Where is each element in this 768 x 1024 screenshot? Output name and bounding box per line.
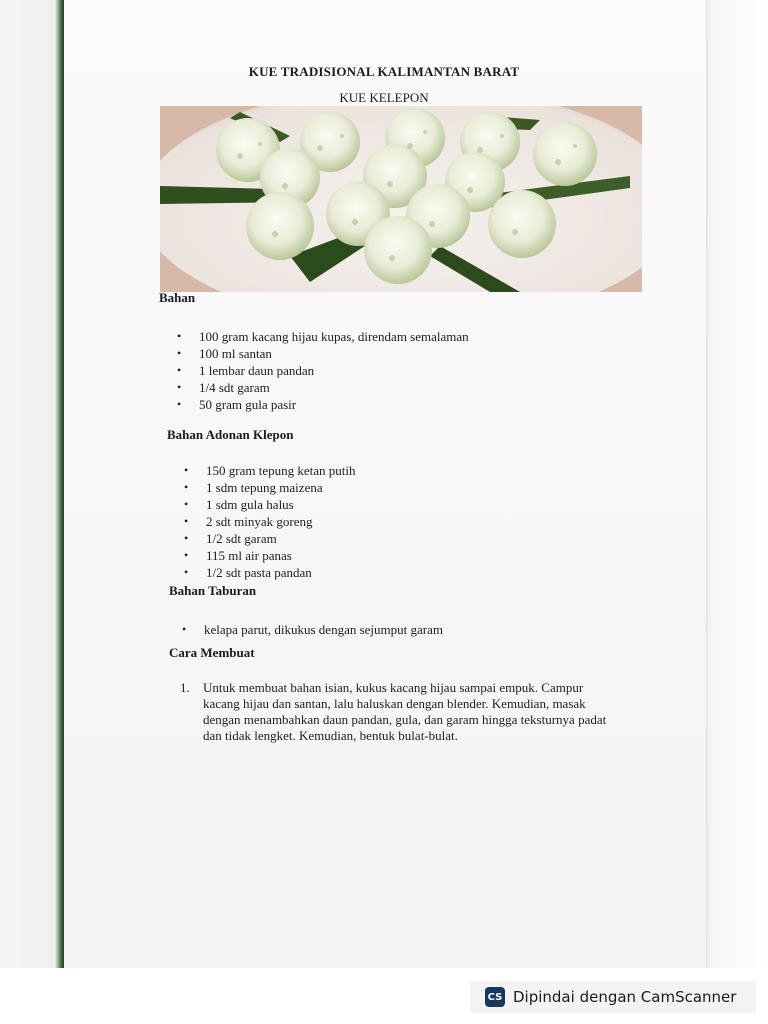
list-item bbox=[180, 621, 443, 638]
klepon-photo-illustration bbox=[160, 106, 642, 292]
section-heading-adonan: Bahan Adonan Klepon bbox=[167, 427, 294, 442]
steps-list bbox=[180, 680, 610, 744]
scan-right-edge bbox=[702, 0, 768, 1024]
bullet-icon: • bbox=[184, 480, 189, 494]
step-text: Untuk membuat bahan isian, kukus kacang hijau sampai empuk. Campur kacang hijau dan santan, lalu haluskan dengan blender. Kemudian, masak dengan menambahkan daun pandan, gula, dan garam hingga teksturnya padat dan tidak lengket. Kemudian, bentuk bulat-bulat. bbox=[203, 680, 607, 743]
list-item bbox=[182, 564, 355, 581]
list-item bbox=[175, 345, 469, 362]
camscanner-watermark bbox=[470, 981, 756, 1013]
list-item bbox=[182, 496, 355, 513]
bullet-icon: • bbox=[184, 531, 189, 545]
list-item bbox=[175, 379, 469, 396]
ingredient-text: 1/2 sdt garam bbox=[206, 531, 277, 546]
ingredient-text: 50 gram gula pasir bbox=[199, 397, 297, 412]
list-item bbox=[175, 362, 469, 379]
adonan-list bbox=[182, 462, 355, 581]
bahan-list bbox=[175, 328, 469, 413]
step-number: 1. bbox=[180, 680, 190, 695]
bullet-icon: • bbox=[182, 622, 187, 636]
ingredient-text: 2 sdt minyak goreng bbox=[206, 514, 313, 529]
list-item bbox=[182, 462, 355, 479]
ingredient-text: kelapa parut, dikukus dengan sejumput garam bbox=[204, 622, 443, 637]
watermark-label: Dipindai dengan CamScanner bbox=[513, 988, 737, 1006]
list-item bbox=[175, 328, 469, 345]
section-heading-cara: Cara Membuat bbox=[169, 645, 255, 660]
bullet-icon: • bbox=[177, 380, 182, 394]
bullet-icon: • bbox=[184, 565, 189, 579]
step-item bbox=[180, 680, 610, 744]
ingredient-text: 1/2 sdt pasta pandan bbox=[206, 565, 312, 580]
bullet-icon: • bbox=[177, 346, 182, 360]
bullet-icon: • bbox=[184, 548, 189, 562]
bullet-icon: • bbox=[177, 397, 182, 411]
bullet-icon: • bbox=[177, 329, 182, 343]
camscanner-logo-icon: CS bbox=[485, 987, 505, 1007]
taburan-list bbox=[180, 621, 443, 638]
klepon-photo bbox=[160, 106, 642, 292]
ingredient-text: 1 lembar daun pandan bbox=[199, 363, 315, 378]
ingredient-text: 100 ml santan bbox=[199, 346, 272, 361]
list-item bbox=[182, 530, 355, 547]
ingredient-text: 1 sdm tepung maizena bbox=[206, 480, 323, 495]
ingredient-text: 1/4 sdt garam bbox=[199, 380, 270, 395]
document-title: KUE TRADISIONAL KALIMANTAN BARAT bbox=[248, 64, 520, 79]
document-subtitle: KUE KELEPON bbox=[339, 90, 429, 105]
ingredient-text: 1 sdm gula halus bbox=[206, 497, 294, 512]
bullet-icon: • bbox=[177, 363, 182, 377]
bullet-icon: • bbox=[184, 514, 189, 528]
list-item bbox=[182, 513, 355, 530]
scan-left-edge bbox=[0, 0, 72, 1024]
ingredient-text: 100 gram kacang hijau kupas, direndam semalaman bbox=[199, 329, 469, 344]
section-heading-bahan: Bahan bbox=[159, 290, 196, 305]
list-item bbox=[182, 479, 355, 496]
bullet-icon: • bbox=[184, 497, 189, 511]
bullet-icon: • bbox=[184, 463, 189, 477]
list-item bbox=[182, 547, 355, 564]
ingredient-text: 115 ml air panas bbox=[206, 548, 292, 563]
section-heading-taburan: Bahan Taburan bbox=[169, 583, 257, 598]
list-item bbox=[175, 396, 469, 413]
ingredient-text: 150 gram tepung ketan putih bbox=[206, 463, 356, 478]
